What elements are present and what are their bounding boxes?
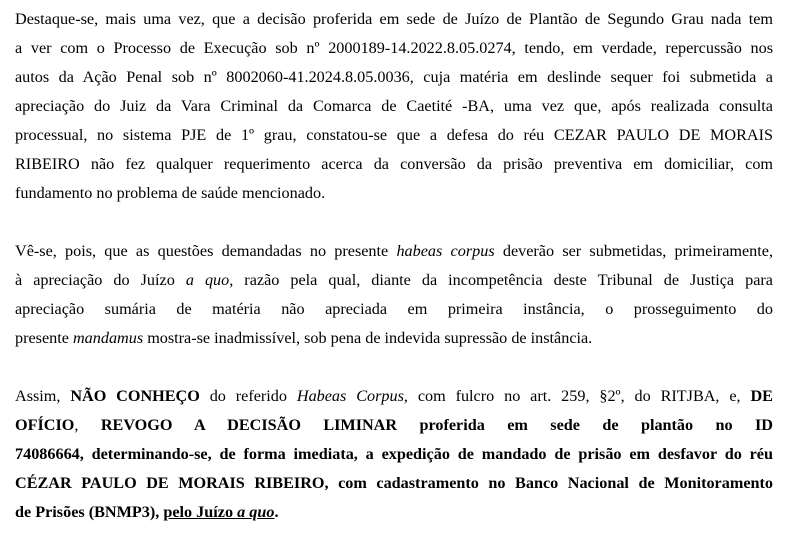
paragraph-3-line <box>15 382 773 411</box>
text-run: , razão pela qual, diante da incompetência deste Tribunal de Justiça para <box>229 271 773 289</box>
text-run: . <box>274 503 279 521</box>
bold-term: REVOGO A DECISÃO LIMINAR proferida em sede de plantão no ID <box>100 416 773 434</box>
italic-term: a quo <box>185 271 230 289</box>
paragraph-1-line: processual, no sistema PJE de 1º grau, constatou-se que a defesa do réu CEZAR PAULO DE MORAIS <box>15 126 773 144</box>
underlined-term <box>163 503 274 521</box>
paragraph-2-line <box>15 237 773 266</box>
text-run: à apreciação do Juízo <box>15 271 186 289</box>
paragraph-1-line: Destaque-se, mais uma vez, que a decisão proferida em sede de Juízo de Plantão de Segundo Grau nada tem <box>15 10 773 28</box>
paragraph-1-line: RIBEIRO não fez qualquer requerimento acerca da conversão da prisão preventiva em domiciliar, com <box>15 155 773 173</box>
italic-term: Habeas Corpus <box>296 387 404 405</box>
bold-term: OFÍCIO <box>15 416 75 434</box>
text-run: Assim, <box>15 387 71 405</box>
paragraph-2 <box>15 237 773 353</box>
paragraph-1-line: apreciação do Juiz da Vara Criminal da Comarca de Caetité -BA, uma vez que, após realizada consulta <box>15 97 773 115</box>
italic-term: habeas corpus <box>396 242 495 260</box>
paragraph-1 <box>15 5 773 208</box>
paragraph-3-line: CÉZAR PAULO DE MORAIS RIBEIRO, com cadastramento no Banco Nacional de Monitoramento <box>15 474 773 492</box>
text-run: do referido <box>199 387 297 405</box>
text-run: , com fulcro no art. 259, §2º, do RITJBA, e, <box>403 387 751 405</box>
paragraph-1-line: autos da Ação Penal sob nº 8002060-41.2024.8.05.0036, cuja matéria em deslinde sequer foi submetida a <box>15 68 773 86</box>
paragraph-1-line: a ver com o Processo de Execução sob nº 2000189-14.2022.8.05.0274, tendo, em verdade, repercussão nos <box>15 39 773 57</box>
text-run: de Prisões (BNMP3), <box>15 503 164 521</box>
text-run: presente <box>15 329 73 347</box>
italic-term: mandamus <box>72 329 144 347</box>
text-run: , <box>74 416 101 434</box>
paragraph-3-line <box>15 411 773 440</box>
bold-term: DE <box>750 387 773 405</box>
paragraph-3-line: 74086664, determinando-se, de forma imediata, a expedição de mandado de prisão em desfavor do réu <box>15 445 773 463</box>
paragraph-3 <box>15 382 773 527</box>
paragraph-2-line <box>15 266 773 295</box>
paragraph-3-line <box>15 498 773 527</box>
text-run: Vê-se, pois, que as questões demandadas no presente <box>15 242 397 260</box>
paragraph-2-line <box>15 324 773 353</box>
paragraph-1-line: fundamento no problema de saúde mencionado. <box>15 184 326 202</box>
paragraph-2-line: apreciação sumária de matéria não apreciada em primeira instância, o prosseguimento do <box>15 300 773 318</box>
italic-term: a quo <box>237 503 275 521</box>
text-run: deverão ser submetidas, primeiramente, <box>494 242 773 260</box>
text-run: pelo Juízo <box>163 503 238 521</box>
bold-term: NÃO CONHEÇO <box>70 387 200 405</box>
text-run: mostra-se inadmissível, sob pena de indevida supressão de instância. <box>143 329 593 347</box>
